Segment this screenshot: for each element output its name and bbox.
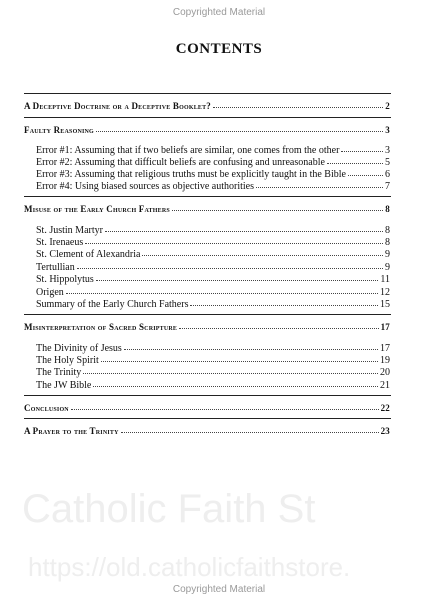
dot-leader — [66, 285, 378, 294]
toc-entry-title: Tertullian — [36, 262, 75, 273]
toc-page-number: 21 — [380, 380, 390, 391]
toc-page-number: 3 — [385, 125, 390, 135]
dot-leader — [96, 272, 379, 281]
dot-leader — [124, 341, 378, 350]
dot-leader — [96, 123, 383, 132]
toc-section-title: Conclusion — [24, 403, 69, 413]
toc-page-number: 17 — [380, 343, 390, 354]
divider — [24, 395, 391, 396]
toc-entry-title: The Divinity of Jesus — [36, 343, 122, 354]
dot-leader — [190, 297, 378, 306]
toc-page-number: 3 — [385, 145, 390, 156]
page-title: CONTENTS — [175, 41, 263, 57]
toc-entry-title: Error #4: Using biased sources as objective authorities — [36, 181, 254, 192]
dot-leader — [71, 401, 379, 410]
dot-leader — [348, 167, 383, 176]
toc-page-number: 5 — [385, 157, 390, 168]
watermark-text: Catholic Faith St — [22, 487, 316, 531]
dot-leader — [256, 179, 383, 188]
toc-entry-title: The Holy Spirit — [36, 355, 99, 366]
toc-page-number: 19 — [380, 355, 390, 366]
divider — [24, 418, 391, 419]
toc-page-number: 17 — [380, 322, 390, 332]
divider — [24, 196, 391, 197]
toc-page-number: 8 — [385, 237, 390, 248]
toc-page-number: 12 — [380, 287, 390, 298]
toc-entry-title: St. Clement of Alexandria — [36, 249, 141, 260]
toc-entry[interactable] — [36, 366, 390, 378]
toc-page-number: 11 — [380, 274, 390, 285]
dot-leader — [172, 202, 383, 211]
toc-entry-title: Origen — [36, 287, 64, 298]
toc-entry-title: Error #1: Assuming that if two beliefs are similar, one comes from the other — [36, 145, 340, 156]
dot-leader — [213, 99, 383, 108]
toc-section-title: Misuse of the Early Church Fathers — [24, 204, 170, 214]
toc-entry[interactable] — [36, 156, 390, 168]
divider — [24, 117, 391, 118]
toc-entry[interactable] — [36, 379, 390, 391]
toc-section-title: Misinterpretation of Sacred Scripture — [24, 322, 178, 332]
divider — [24, 314, 391, 315]
toc-entry-title: Error #3: Assuming that religious truths must be explicitly taught in the Bible — [36, 169, 346, 180]
toc-section[interactable] — [24, 203, 390, 214]
toc-entry[interactable] — [36, 248, 390, 260]
dot-leader — [77, 260, 383, 269]
toc-page-number: 8 — [385, 225, 390, 236]
toc-section-title: A Deceptive Doctrine or a Deceptive Booklet? — [24, 101, 211, 111]
toc-entry-title: St. Irenaeus — [36, 237, 84, 248]
copyright-notice: Copyrighted Material — [172, 7, 266, 18]
toc-page-number: 20 — [380, 367, 390, 378]
toc-page-number: 22 — [380, 403, 390, 413]
toc-entry[interactable] — [36, 298, 390, 310]
toc-page-number: 23 — [380, 426, 390, 436]
toc-section-title: A Prayer to the Trinity — [24, 426, 119, 436]
toc-entry-title: The JW Bible — [36, 380, 92, 391]
toc-page-number: 15 — [380, 299, 390, 310]
toc-section[interactable] — [24, 321, 390, 332]
toc-entry-title: St. Justin Martyr — [36, 225, 103, 236]
toc-page-number: 2 — [385, 101, 390, 111]
dot-leader — [341, 143, 383, 152]
divider — [24, 93, 391, 94]
toc-page-number: 8 — [385, 204, 390, 214]
toc-section[interactable] — [24, 425, 390, 436]
dot-leader — [93, 378, 378, 387]
dot-leader — [85, 235, 383, 244]
toc-section[interactable] — [24, 124, 390, 135]
toc-entry-title: The Trinity — [36, 367, 82, 378]
toc-entry[interactable] — [36, 273, 390, 285]
toc-entry-title: Summary of the Early Church Fathers — [36, 299, 189, 310]
toc-section[interactable] — [24, 100, 390, 111]
dot-leader — [101, 353, 378, 362]
toc-page-number: 7 — [385, 181, 390, 192]
dot-leader — [327, 155, 383, 164]
toc-section-title: Faulty Reasoning — [24, 125, 94, 135]
dot-leader — [83, 365, 378, 374]
toc-page-number: 6 — [385, 169, 390, 180]
toc-section[interactable] — [24, 402, 390, 413]
watermark-url: https://old.catholicfaithstore. — [28, 552, 351, 582]
dot-leader — [179, 320, 378, 329]
dot-leader — [121, 424, 379, 433]
dot-leader — [105, 223, 383, 232]
dot-leader — [142, 247, 383, 256]
toc-entry[interactable] — [36, 180, 390, 192]
toc-page-number: 9 — [385, 262, 390, 273]
toc-entry-title: Error #2: Assuming that difficult beliefs are confusing and unreasonable — [36, 157, 325, 168]
copyright-notice: Copyrighted Material — [172, 584, 266, 595]
toc-entry-title: St. Hippolytus — [36, 274, 94, 285]
toc-page-number: 9 — [385, 249, 390, 260]
